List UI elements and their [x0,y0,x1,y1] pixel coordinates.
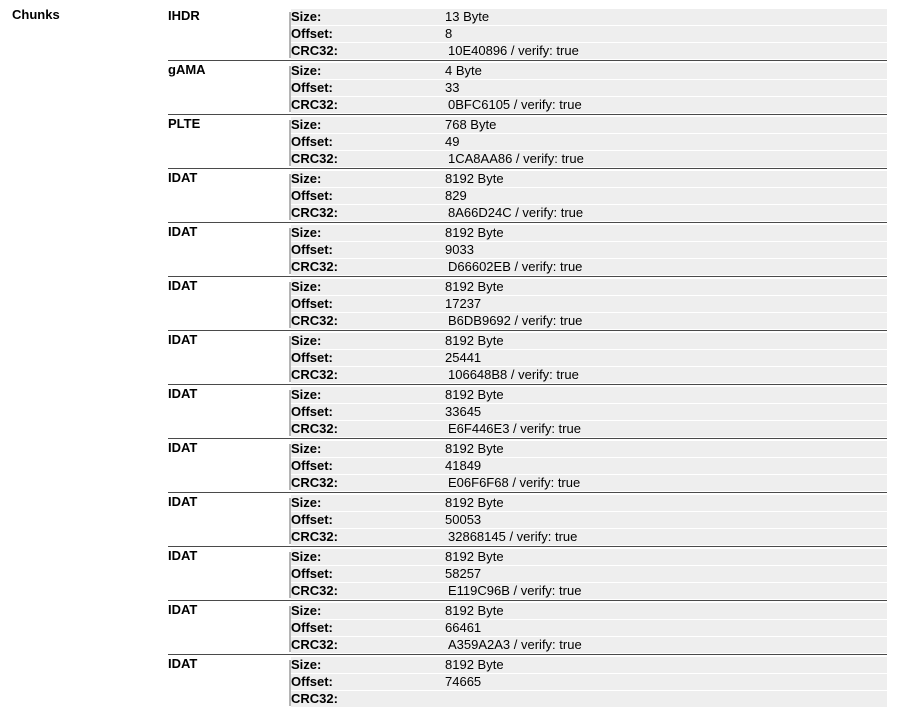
chunk-block [0,62,903,116]
chunk-field-row-size [291,333,887,349]
field-value-size: 8192 Byte [445,279,504,294]
field-value-size: 8192 Byte [445,657,504,672]
chunk-block [0,278,903,332]
field-label-offset: Offset: [291,620,333,635]
field-label-size: Size: [291,171,322,186]
field-label-crc: CRC32: [291,313,338,328]
field-value-offset: 33645 [445,404,482,419]
field-label-crc: CRC32: [291,583,338,598]
chunk-field-row-offset [291,512,887,528]
field-value-crc: D66602EB / verify: true [448,259,583,274]
chunk-name: IDAT [168,494,198,509]
chunk-field-row-crc [291,529,887,545]
chunk-name: IDAT [168,440,198,455]
field-value-crc: 10E40896 / verify: true [448,43,579,58]
chunk-divider [168,600,887,601]
field-value-size: 8192 Byte [445,549,504,564]
chunk-block [0,602,903,656]
field-value-offset: 8 [445,26,453,41]
field-value-crc: 0BFC6105 / verify: true [448,97,582,112]
field-label-crc: CRC32: [291,529,338,544]
chunk-divider [168,276,887,277]
chunk-name: IHDR [168,8,200,23]
field-label-size: Size: [291,603,322,618]
chunk-field-row-offset [291,188,887,204]
field-value-offset: 74665 [445,674,482,689]
chunk-field-row-offset [291,350,887,366]
field-value-offset: 41849 [445,458,482,473]
chunk-divider [168,654,887,655]
field-value-crc: A359A2A3 / verify: true [448,637,582,652]
chunk-field-row-crc [291,367,887,383]
chunk-name: IDAT [168,278,198,293]
chunk-field-row-offset [291,296,887,312]
field-label-offset: Offset: [291,566,333,581]
field-label-crc: CRC32: [291,97,338,112]
chunk-field-row-size [291,171,887,187]
field-label-size: Size: [291,657,322,672]
chunk-name: IDAT [168,656,198,671]
chunk-field-row-size [291,387,887,403]
chunk-divider [168,492,887,493]
field-value-size: 8192 Byte [445,333,504,348]
field-value-crc: B6DB9692 / verify: true [448,313,583,328]
field-value-crc: E6F446E3 / verify: true [448,421,581,436]
field-label-crc: CRC32: [291,205,338,220]
chunk-field-row-crc [291,151,887,167]
chunk-block [0,386,903,440]
chunk-field-row-crc [291,475,887,491]
field-value-size: 768 Byte [445,117,497,132]
field-value-size: 8192 Byte [445,171,504,186]
field-label-size: Size: [291,333,322,348]
chunk-field-row-size [291,603,887,619]
field-value-offset: 17237 [445,296,482,311]
field-label-offset: Offset: [291,458,333,473]
field-label-size: Size: [291,495,322,510]
chunk-block [0,170,903,224]
field-value-offset: 9033 [445,242,474,257]
field-label-crc: CRC32: [291,259,338,274]
field-label-crc: CRC32: [291,691,338,706]
field-label-size: Size: [291,387,322,402]
field-label-size: Size: [291,63,322,78]
field-label-crc: CRC32: [291,367,338,382]
chunk-block [0,494,903,548]
chunk-block [0,656,903,710]
field-value-size: 8192 Byte [445,225,504,240]
chunk-field-row-size [291,279,887,295]
chunk-field-row-offset [291,620,887,636]
chunk-block [0,332,903,386]
chunk-field-row-crc [291,313,887,329]
field-value-offset: 66461 [445,620,482,635]
chunk-field-row-crc [291,421,887,437]
chunk-name: gAMA [168,62,206,77]
chunk-name: IDAT [168,602,198,617]
field-label-offset: Offset: [291,512,333,527]
field-label-offset: Offset: [291,242,333,257]
field-label-size: Size: [291,441,322,456]
chunk-field-row-size [291,549,887,565]
chunk-field-row-crc [291,43,887,59]
field-label-size: Size: [291,117,322,132]
field-value-crc: E119C96B / verify: true [448,583,582,598]
field-label-crc: CRC32: [291,43,338,58]
section-label-chunks: Chunks [12,7,60,22]
field-value-crc: 32868145 / verify: true [448,529,578,544]
chunk-block [0,548,903,602]
chunk-field-row-crc [291,97,887,113]
field-label-crc: CRC32: [291,151,338,166]
field-value-size: 8192 Byte [445,603,504,618]
chunk-field-row-offset [291,458,887,474]
chunk-divider [168,438,887,439]
chunk-field-row-size [291,225,887,241]
chunk-field-row-size [291,495,887,511]
field-value-offset: 829 [445,188,467,203]
field-label-offset: Offset: [291,134,333,149]
field-label-offset: Offset: [291,404,333,419]
field-value-offset: 50053 [445,512,482,527]
field-value-crc: E06F6F68 / verify: true [448,475,581,490]
chunk-name: IDAT [168,386,198,401]
field-value-crc: 8A66D24C / verify: true [448,205,584,220]
chunk-divider [168,384,887,385]
field-label-crc: CRC32: [291,637,338,652]
field-label-size: Size: [291,9,322,24]
chunk-field-row-offset [291,566,887,582]
field-value-offset: 25441 [445,350,482,365]
field-label-size: Size: [291,549,322,564]
chunk-name: PLTE [168,116,201,131]
chunk-block [0,116,903,170]
field-label-offset: Offset: [291,296,333,311]
field-label-offset: Offset: [291,350,333,365]
field-label-size: Size: [291,279,322,294]
chunk-name: IDAT [168,548,198,563]
chunk-divider [168,330,887,331]
chunk-field-row-offset [291,26,887,42]
field-label-offset: Offset: [291,674,333,689]
field-value-offset: 33 [445,80,460,95]
chunk-field-row-crc [291,583,887,599]
chunk-name: IDAT [168,332,198,347]
chunk-field-row-offset [291,404,887,420]
chunk-field-row-size [291,117,887,133]
chunk-block [0,224,903,278]
chunk-name: IDAT [168,224,198,239]
field-value-size: 8192 Byte [445,387,504,402]
field-value-size: 8192 Byte [445,441,504,456]
chunk-divider [168,168,887,169]
field-label-crc: CRC32: [291,421,338,436]
field-value-offset: 49 [445,134,460,149]
chunk-field-row-offset [291,242,887,258]
chunk-divider [168,60,887,61]
chunk-field-row-crc [291,259,887,275]
chunk-field-row-offset [291,134,887,150]
chunk-block [0,8,903,62]
field-value-size: 4 Byte [445,63,482,78]
chunk-field-row-offset [291,80,887,96]
field-label-offset: Offset: [291,80,333,95]
chunk-field-row-crc [291,205,887,221]
field-label-crc: CRC32: [291,475,338,490]
chunk-block [0,440,903,494]
chunk-divider [168,222,887,223]
field-value-crc: 1CA8AA86 / verify: true [448,151,584,166]
field-value-size: 13 Byte [445,9,490,24]
field-value-size: 8192 Byte [445,495,504,510]
field-label-offset: Offset: [291,26,333,41]
field-label-size: Size: [291,225,322,240]
chunk-field-row-crc [291,637,887,653]
chunk-divider [168,114,887,115]
field-label-offset: Offset: [291,188,333,203]
chunk-field-row-size [291,63,887,79]
chunk-divider [168,546,887,547]
chunk-field-row-crc [291,691,887,707]
chunk-name: IDAT [168,170,198,185]
field-value-crc: 106648B8 / verify: true [448,367,579,382]
chunk-field-row-size [291,9,887,25]
chunk-field-row-size [291,441,887,457]
chunk-field-row-offset [291,674,887,690]
chunk-field-row-size [291,657,887,673]
field-value-offset: 58257 [445,566,482,581]
